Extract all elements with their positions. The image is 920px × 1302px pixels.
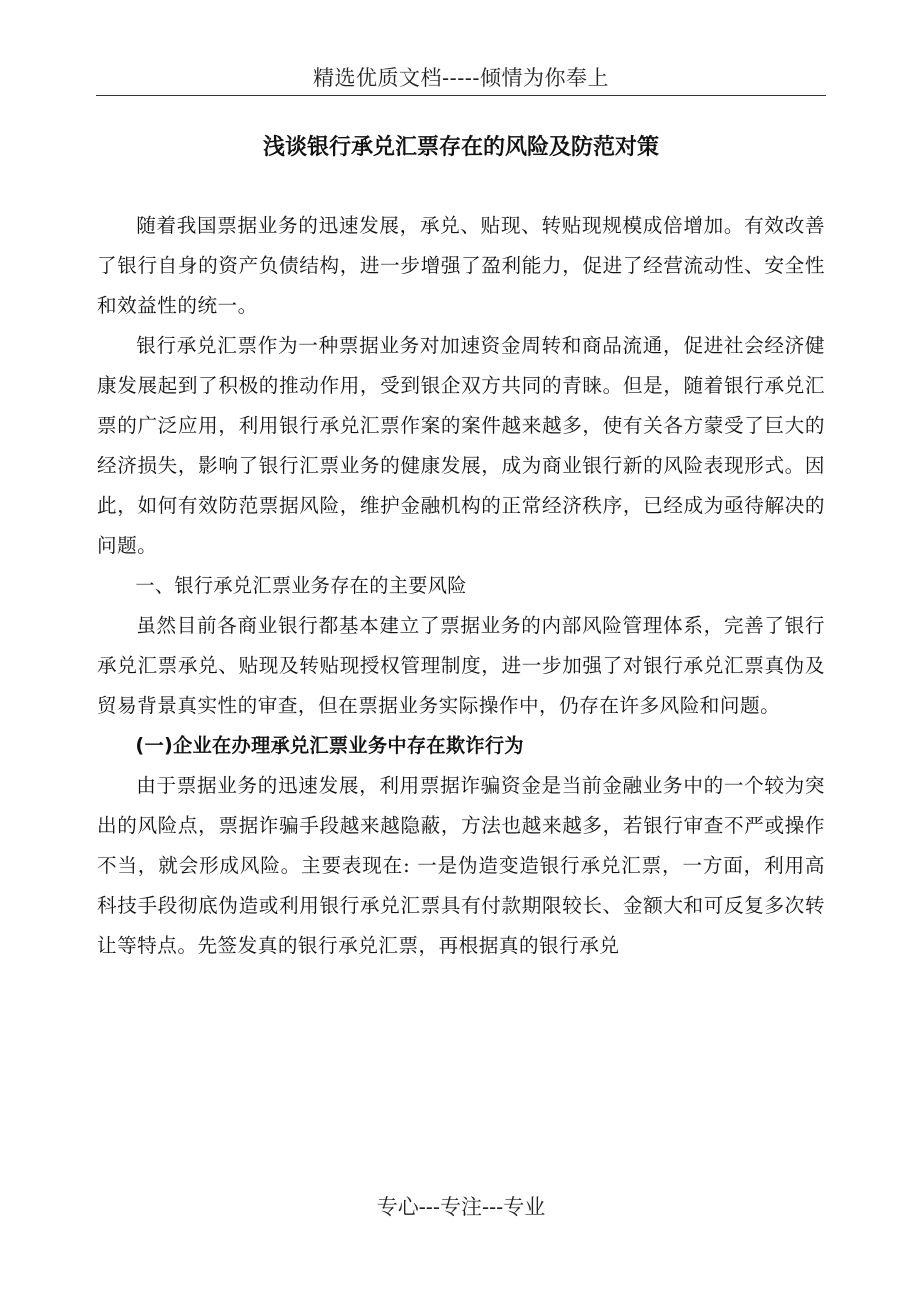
paragraph-intro: 随着我国票据业务的迅速发展，承兑、贴现、转贴现规模成倍增加。有效改善了银行自身的资产负债结构，进一步增强了盈利能力，促进了经营流动性、安全性和效益性的统一。 bbox=[97, 214, 825, 317]
page-footer: 专心---专注---专业 bbox=[376, 1195, 546, 1219]
page-header: 精选优质文档-----倾情为你奉上 bbox=[313, 66, 609, 90]
header-divider bbox=[96, 95, 826, 96]
document-body bbox=[97, 206, 825, 966]
document-title: 浅谈银行承兑汇票存在的风险及防范对策 bbox=[262, 135, 659, 160]
subsection-heading-1: (一)企业在办理承兑汇票业务中存在欺诈行为 bbox=[135, 734, 524, 757]
section-heading-1: 一、银行承兑汇票业务存在的主要风险 bbox=[135, 574, 467, 597]
paragraph-fraud: 由于票据业务的迅速发展，利用票据诈骗资金是当前金融业务中的一个较为突出的风险点，票据诈骗手段越来越隐蔽，方法也越来越多，若银行审查不严或操作不当，就会形成风险。主要表现在: 一是伪造变造银行承兑汇票，一方面，利用高科技手段彻底伪造或利用银行承兑汇票具有付款期限较长、金额大和可反复多次转让等特点。先签发真的银行承兑汇票，再根据真的银行承兑 bbox=[97, 774, 825, 957]
paragraph-risk-overview: 虽然目前各商业银行都基本建立了票据业务的内部风险管理体系，完善了银行承兑汇票承兑、贴现及转贴现授权管理制度，进一步加强了对银行承兑汇票真伪及贸易背景真实性的审查，但在票据业务实际操作中，仍存在许多风险和问题。 bbox=[97, 614, 825, 717]
paragraph-background: 银行承兑汇票作为一种票据业务对加速资金周转和商品流通，促进社会经济健康发展起到了积极的推动作用，受到银企双方共同的青睐。但是，随着银行承兑汇票的广泛应用，利用银行承兑汇票作案的案件越来越多，使有关各方蒙受了巨大的经济损失，影响了银行汇票业务的健康发展，成为商业银行新的风险表现形式。因此，如何有效防范票据风险，维护金融机构的正常经济秩序，已经成为亟待解决的问题。 bbox=[97, 334, 825, 557]
